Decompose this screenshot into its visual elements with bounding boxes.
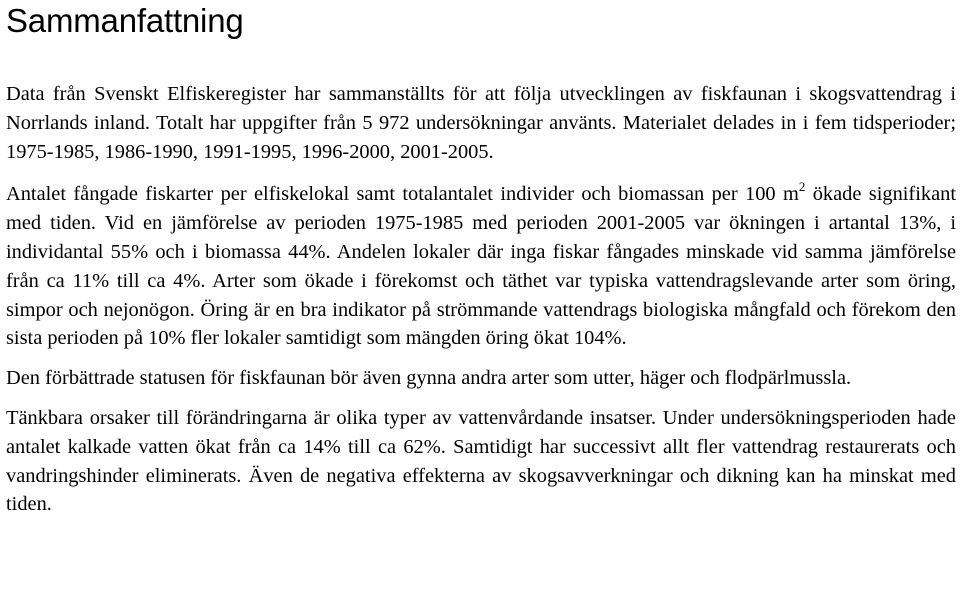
page-title: Sammanfattning [6,2,244,39]
paragraph-results [6,180,956,353]
paragraph-results-text-end: ökade signifikant med tiden. Vid en jämförelse av perioden 1975-1985 med perioden 2001-2005 var ökningen i artantal 13%, i individantal 55% och i biomassa 44%. Andelen lokaler där inga fiskar fångades minskade vid samma jämförelse från ca 11% till ca 4%. Arter som ökade i förekomst och täthet var typiska vattendragslevande arter som öring, simpor och nejonögon. Öring är en bra indikator på strömmande vattendrags biologiska mångfald och förekom den sista perioden på 10% fler lokaler samtidigt som mängden öring ökat 104%. [6,183,956,350]
superscript-squared: 2 [798,179,806,195]
document-page [6,0,956,519]
paragraph-causes: Tänkbara orsaker till förändringarna är olika typer av vattenvårdande insatser. Under undersökningsperioden hade antalet kalkade vatten ökat från ca 14% till ca 62%. Samtidigt har successivt allt fler vattendrag restaurerats och vandringshinder eliminerats. Även de negativa effekterna av skogsavverkningar och dikning kan ha minskat med tiden. [6,406,956,516]
paragraph-results-text-start: Antalet fångade fiskarter per elfiskelokal samt totalantalet individer och biomassan per 100 m [6,183,799,206]
paragraph-other-species: Den förbättrade statusen för fiskfaunan bör även gynna andra arter som utter, häger och flodpärlmussla. [6,367,852,390]
paragraph-data-source: Data från Svenskt Elfiskeregister har sammanställts för att följa utvecklingen av fiskfaunan i skogsvattendrag i Norrlands inland. Totalt har uppgifter från 5 972 undersökningar använts. Materialet delades in i fem tidsperioder; 1975-1985, 1986-1990, 1991-1995, 1996-2000, 2001-2005. [6,83,956,163]
